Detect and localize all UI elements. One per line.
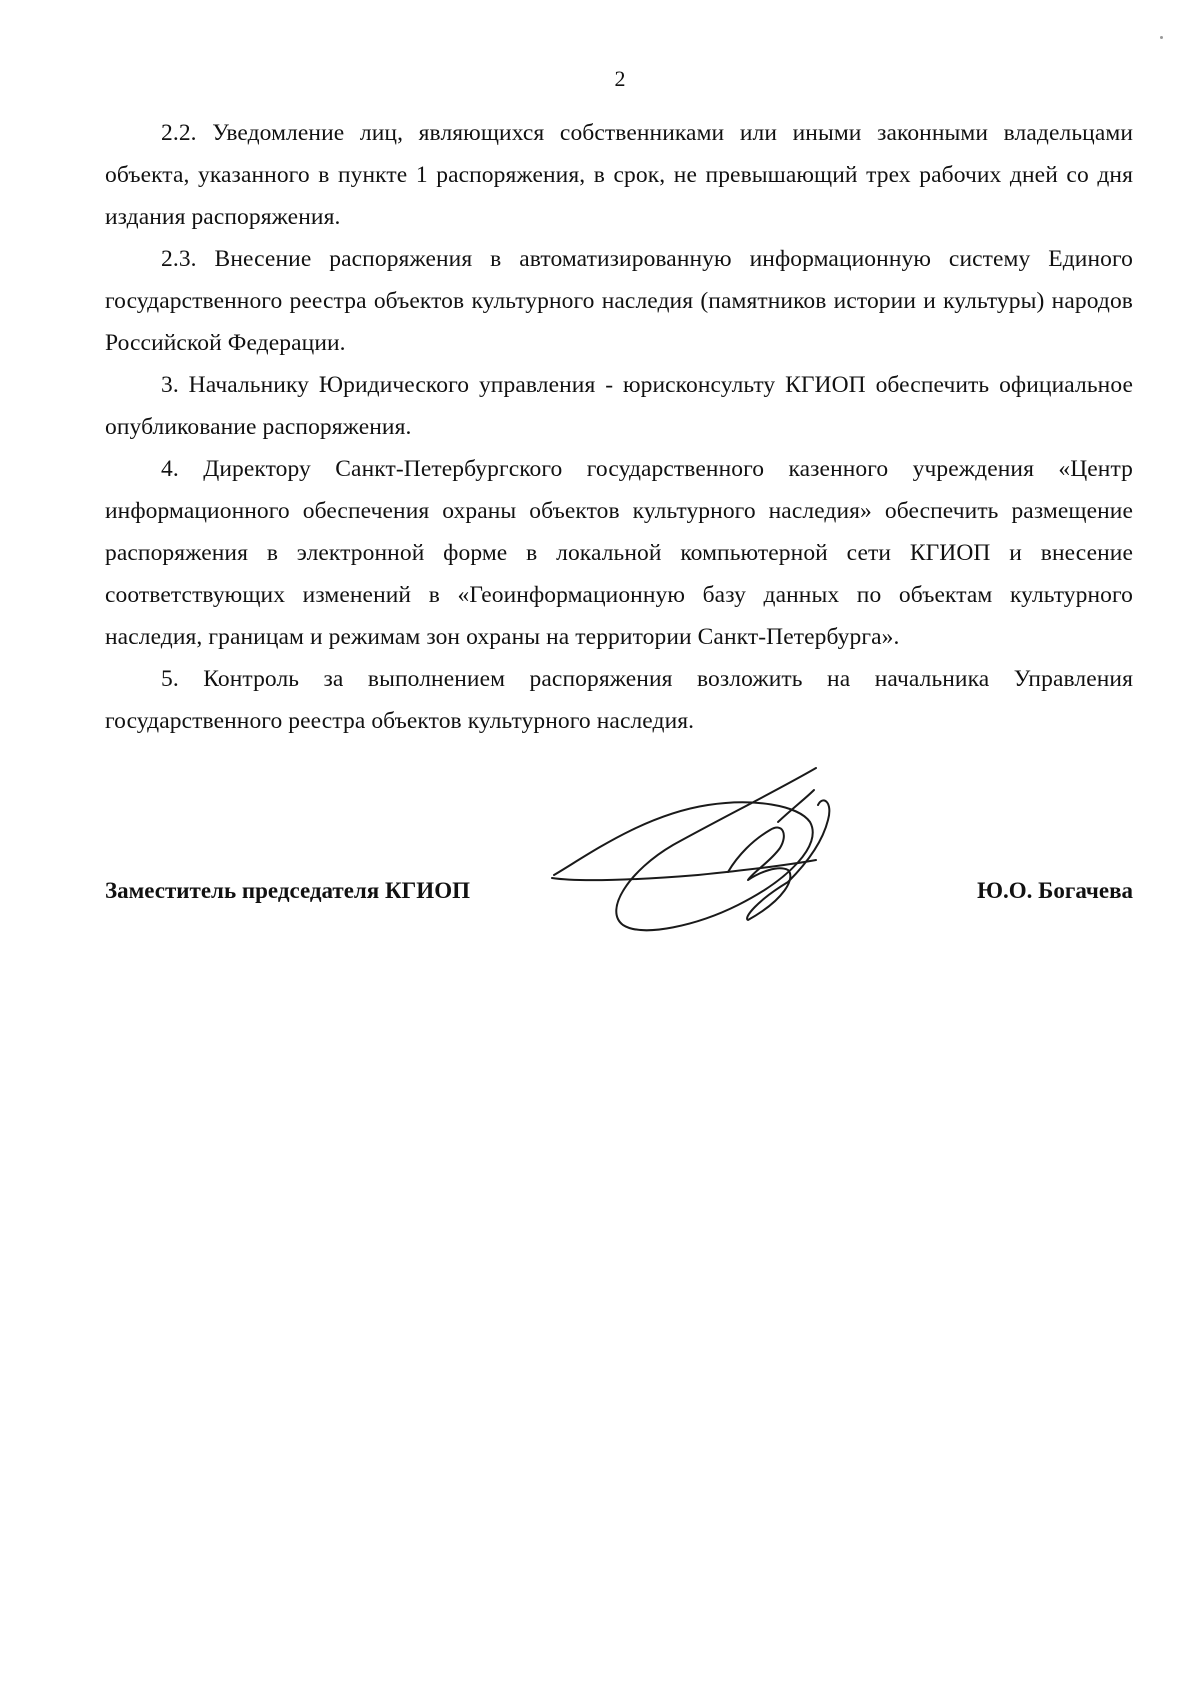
paragraph-2-2: 2.2. Уведомление лиц, являющихся собственниками или иными законными владельцами объекта, указанного в пункте 1 распоряжения, в срок, не превышающий трех рабочих дней со дня издания распоряжения.: [105, 120, 1133, 230]
paragraph-3: 3. Начальнику Юридического управления - юрисконсульту КГИОП обеспечить официальное опубликование распоряжения.: [105, 372, 1133, 440]
scan-speck: [1160, 36, 1163, 39]
paragraph-4: 4. Директору Санкт-Петербургского государственного казенного учреждения «Центр информационного обеспечения охраны объектов культурного наследия» обеспечить размещение распоряжения в электронной форме в локальной компьютерной сети КГИОП и внесение соответствующих изменений в «Геоинформационную базу данных по объектам культурного наследия, границам и режимам зон охраны на территории Санкт-Петербурга».: [105, 456, 1133, 650]
signature-block: [105, 878, 1133, 918]
paragraph-5: 5. Контроль за выполнением распоряжения возложить на начальника Управления государственного реестра объектов культурного наследия.: [105, 666, 1133, 734]
document-body: [105, 112, 1133, 742]
signer-title: Заместитель председателя КГИОП: [105, 878, 470, 903]
paragraph-2-3: 2.3. Внесение распоряжения в автоматизированную информационную систему Единого государственного реестра объектов культурного наследия (памятников истории и культуры) народов Российской Федерации.: [105, 246, 1133, 356]
signer-name: Ю.О. Богачева: [977, 878, 1133, 903]
page-number: 2: [614, 66, 626, 91]
